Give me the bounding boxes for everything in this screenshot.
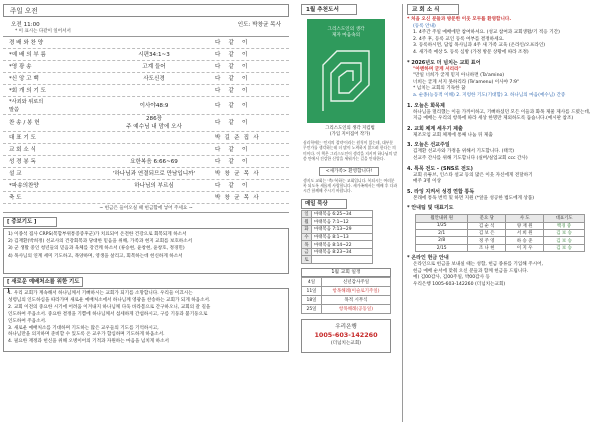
list-item: 4) 목사님의 연계 세미 기도하고, 목양하며, 영생을 살리고, 회복하는데 헌신하게 하소서 <box>8 253 183 259</box>
list-item: 3. 등록하시면, 담임 목사님과 4주 새 가족 교육 (온라인/오프라인) <box>413 43 546 49</box>
list-item: 1. 우리 교회가 계속해서 하나님께서 기뻐하시는 교회가 되기를 소망합니다. 우리들 이끄시는 <box>8 291 193 296</box>
column-header: 사 도 <box>506 215 544 222</box>
service-time: 오전 11:00 <box>11 22 40 28</box>
order-of-service <box>3 36 289 204</box>
service-title-text: 주일 오전 <box>10 7 38 15</box>
roster-prayer: 김 보 승 <box>544 237 585 244</box>
order-row <box>3 156 289 168</box>
theme-verse: "만일 너희가 굳게 믿지 아니하면 (Ta'amino) <box>413 73 505 79</box>
intercession-title: [ 중보기도 ] <box>3 217 57 227</box>
reading-day: 수 <box>302 233 312 241</box>
order-item: 대 표 기 도 <box>9 135 36 141</box>
list-item: 온라인으로 헌금을 보내실 때는 성함, 헌금 종류를 기입해 주시어, <box>413 262 543 268</box>
church-news-title: 교 회 소 식 <box>407 4 459 15</box>
service-leader: 인도: 박창균 목사 <box>237 22 281 28</box>
reading-passage: 마태복음 7:1~12 <box>312 218 373 226</box>
bank-name: 우리은행 <box>335 324 357 330</box>
news-item-heading: 4. 특목 전도 - (SNS로 전도) <box>407 165 473 172</box>
right-sidebar-column <box>301 4 399 353</box>
order-who: 다 같 이 <box>215 52 248 58</box>
order-item: *예 배 의 부 름 <box>9 52 46 58</box>
table-row <box>302 296 391 305</box>
bank-account-box <box>301 319 391 353</box>
welcome-headline: * 처음 오신 분들과 방문한 이웃 모두를 환영합니다. <box>407 17 512 22</box>
reading-passage <box>312 256 373 264</box>
roster-cell: 양 재 원 <box>506 222 544 229</box>
table-row <box>302 305 391 314</box>
roster-cell: 서 희 원 <box>506 230 544 237</box>
roster-cell: 조 나 현 <box>468 244 506 251</box>
news-item-heading: 2. 교회 체계 세우기 제출 <box>407 125 463 132</box>
news-item-heading: 3. 오늘은 선교주일 <box>407 142 450 149</box>
book-description: 심리학에는 '인지의 절약'이라는 원칙이 있는데, 대부분 무언가를 생각하는데 더 많이 노력하지 않으려 한다는 의미이다. 이 책은 그리스도인이 생각을 지키며 하나님의 말씀 안에서 건강한 신앙을 세워가는 길을 안내한다. <box>303 140 398 162</box>
schedule-event: 목적 시무식 <box>322 296 391 305</box>
order-item: 교 회 소 식 <box>9 147 36 153</box>
schedule-date: 18일 <box>302 296 322 305</box>
online-offering <box>407 255 597 288</box>
list-item: 선교주 간사를 위해 기도합니다 (실버/실업교회 ccc 간사) <box>413 155 528 161</box>
roster-cell: 이 지 우 <box>506 244 544 251</box>
list-item: 2. 4주 후, 등록 교인 등록 여부를 결정하세요. <box>413 36 505 42</box>
order-who: 다 같 이 <box>215 159 248 165</box>
list-item: 1. 4주간 주일 예배에만 참여하셔요. (성교 참여과 교회생활/기 적응 기간) <box>413 30 560 36</box>
roster-prayer: 김 보 승 <box>544 230 585 237</box>
table-row <box>302 241 373 249</box>
table-row <box>302 248 373 256</box>
schedule-table <box>301 277 391 314</box>
news-heading-text: 1. 오늘은 화목제 <box>407 102 445 109</box>
theme-slogan: "아멘하며 굳게 서리라" <box>413 66 461 72</box>
order-item: 성 경 봉 독 <box>9 159 36 165</box>
reading-passage: 마태복음 6:25~34 <box>312 210 373 218</box>
service-roster-table <box>415 214 585 252</box>
roster-date: 1/25 <box>416 222 468 229</box>
reading-day: 일 <box>302 210 312 218</box>
roster-date: 2/1 <box>416 230 468 237</box>
order-ref: 요한복음 6:66~69 <box>130 159 178 165</box>
schedule-title: 1월 교회 일정 <box>301 268 391 277</box>
right-panel <box>301 4 597 422</box>
account-number: 1005-603-142260 <box>314 331 378 339</box>
table-row <box>302 210 373 218</box>
theme-verse-2: 너희는 굳게 서지 못하리라 (Te'amenu) 이사야 7:9" <box>413 79 520 85</box>
order-row <box>3 37 289 49</box>
list-item: 김재환 선교사와 가정을 위해서 기도합니다. (태국) <box>413 149 515 155</box>
list-item: 3. 새로운 예배처소를 기대하며 기도하는 많은 교우들의 기도를 기억하시고, <box>8 325 159 331</box>
list-item: 제조모임 교회 체계에 통째 나눔 뒤 제출 <box>413 132 493 138</box>
reading-passage: 마태복음 8:23~34 <box>312 248 373 256</box>
order-who: 다 같 이 <box>215 120 248 126</box>
order-row <box>3 115 289 132</box>
offering-title: * 온라인 헌금 안내 <box>407 255 449 262</box>
order-row <box>3 61 289 73</box>
reading-passage: 마태복음 8:14~22 <box>312 241 373 249</box>
order-item: *회 개 의 기 도 <box>9 88 46 94</box>
table-row <box>416 237 585 244</box>
order-row <box>3 192 289 204</box>
order-who: 박 창 균 목 사 <box>215 195 259 201</box>
order-ref: 사도신경 <box>143 76 165 82</box>
new-venue-prayer-list <box>3 288 289 352</box>
account-holder: (더넘치는교회) <box>330 341 362 346</box>
list-item: 인도하여 주옵소서. 중요한 결정을 기쁨에 하나님께서 섬세하게 간섭하시고, 구름 기둥과 불기둥으로 <box>8 311 208 317</box>
table-row <box>302 287 391 296</box>
new-venue-prayer-title: [ 새로운 예배처소를 위한 기도 ] <box>3 277 83 287</box>
table-row <box>302 233 373 241</box>
order-item: *신 앙 고 백 <box>9 76 39 82</box>
vision-text: a. 순종(능동적 이해) 2. 지렁한 기도(기대함) 3. 하나님의 마음(예수님) 간증 <box>413 92 566 98</box>
table-row <box>416 230 585 237</box>
welcome-text: 생지도 교회는 '축!'복하는 교회입니다. 복되시는 여러분 복 되도록 새롭게 사랑합니다. 새가족께서는 예배 후 다과 시간 함께해 주시기 바랍니다. <box>303 177 398 194</box>
order-item: 설 교 <box>9 171 22 177</box>
order-row <box>3 144 289 156</box>
list-item: 인도하여 주옵소서. <box>8 318 47 324</box>
order-row <box>3 180 289 192</box>
list-item: 매주 3명 이상 <box>413 179 442 185</box>
schedule-date: 11일 <box>302 287 322 296</box>
order-who: 박 창 균 목 사 <box>215 171 259 177</box>
list-item: 성령님의 인도하심을 따라가며 새로운 예배처소에서 하나님께 영광을 찬송하는 교회가 되게 하옵소서. <box>8 297 211 303</box>
order-who: 다 같 이 <box>215 88 248 94</box>
reading-passage: 마태복음 8:1~13 <box>312 233 373 241</box>
order-ref: 고계 들어 <box>142 64 166 70</box>
service-title <box>3 4 289 17</box>
book-cover-title: 그리스도인의 생각 제자 마음속의 <box>327 27 365 38</box>
roster-prayer: 김 보 승 <box>544 244 585 251</box>
daily-reading-title: 매일 묵상 <box>301 199 347 209</box>
order-who: 다 같 이 <box>215 76 248 82</box>
column-header: 월안내위 원 <box>416 215 468 222</box>
book-caption: 그리스도인의 생각 지킴법 (가입 지이집어 작가) <box>325 126 375 137</box>
table-header-row <box>416 215 585 222</box>
welcome-label: <새가족> 환영합니다! <box>319 167 379 176</box>
maze-pattern-icon <box>317 45 375 117</box>
list-item: 4. 새가족 예상 5. 등록 심방 (가정 방문 상황에 따라 조정) <box>413 49 529 55</box>
order-who: 박 길 준 집 사 <box>215 135 259 141</box>
news-item-heading: * 안내팀 및 대표기도 <box>407 205 454 212</box>
daily-reading-table <box>301 210 373 264</box>
order-item: *파송의찬양 <box>9 183 39 189</box>
order-hymn: 286장 주 예수님 내 맘에 오사 <box>126 116 182 130</box>
schedule-date: 25일 <box>302 305 322 314</box>
list-item: 본래에 통독 번역 및 하면 지원 (*앞을 성공한 법도에게 상품) <box>413 195 535 201</box>
order-who: 다 같 이 <box>215 103 248 109</box>
order-who: 다 같 이 <box>215 40 248 46</box>
order-item: 축 도 <box>9 195 22 201</box>
list-item: 2) 김재환(박희정) 선교사의 건강회복과 당대한 믿음을 위해, 가족과 현지 교회를 보호하소서 <box>8 239 193 245</box>
news-item-heading <box>407 103 597 110</box>
left-panel <box>3 4 289 422</box>
schedule-event: 항목해례(이슬로기주일) <box>322 287 391 296</box>
table-row <box>302 256 373 264</box>
list-item: 1) 이종석 집사 CRPS(복합부위통증증후군)가 치료되어 온전한 건강으로 회복되게 하소서 <box>8 232 187 237</box>
roster-prayer: 백경 중 <box>544 222 585 229</box>
order-ref: 이사야48:9 <box>139 103 169 109</box>
roster-cell: 김 보 은 <box>468 230 506 237</box>
list-item: 지금 예배는 우리의 항목에 따라 세상 한명만 제외하도록 돕습니다.(예시판 참조) <box>413 116 574 122</box>
order-item: *사죄와 위로의 말씀 <box>9 99 44 113</box>
order-item: 찬 송 / 봉 헌 <box>9 120 40 126</box>
column-header: 문요 당 <box>468 215 506 222</box>
order-row <box>3 49 289 61</box>
table-row <box>302 226 373 234</box>
order-ref: 시편34:1~3 <box>138 52 170 58</box>
schedule-event: 항목해례(공동일) <box>322 305 391 314</box>
column-header: 대표기도 <box>544 215 585 222</box>
roster-date: 2/15 <box>416 244 468 251</box>
standing-note: * 이 표시는 다같이 일어서서 <box>15 29 71 34</box>
reading-day: 토 <box>302 256 312 264</box>
table-row <box>302 218 373 226</box>
table-row <box>302 278 391 287</box>
year-theme <box>407 60 597 100</box>
list-item: 헌금 예배 순서에 맞춰 오신 분들과 함께 헌금을 드립니다. <box>413 268 529 274</box>
order-ref: 하나님의 부르심 <box>134 183 174 189</box>
list-item: 4. 필요한 재정과 헌신을 위해 오병이어의 기적과 자원하는 마음을 넘치게 하소서 <box>8 339 169 345</box>
intercession-list <box>3 228 289 274</box>
reading-day: 목 <box>302 241 312 249</box>
order-who: 다 같 이 <box>215 147 248 153</box>
service-meta <box>3 17 289 28</box>
order-who: 다 같 이 <box>215 64 248 70</box>
list-item: 하나님을 멀리했는 이들 가까이하고, 기뻐하셨던 모든 이들과 화목 제물 제사를 드렸는데, <box>413 109 591 115</box>
list-item: 교회 유튜브, 인스타 설교 등의 많은 이웃 자신에게 전달하기 <box>413 172 533 178</box>
list-item: 2. 교회 이전의 중요한 시기에 어려움 이겨내지 하나님께 다욱 바라봄으로 간구하오니, 교회의 갈 길을 <box>8 304 211 310</box>
vision-label: * 넘치는 교회의 기독한 꿈 <box>413 86 466 92</box>
order-item: 경 배 와 찬 양 <box>9 40 44 46</box>
news-items <box>407 103 597 213</box>
order-row <box>3 132 289 144</box>
church-news-column <box>402 4 597 422</box>
roster-cell: 정 주 영 <box>468 237 506 244</box>
table-row <box>416 244 585 251</box>
reading-day: 화 <box>302 226 312 234</box>
reading-day: 월 <box>302 218 312 226</box>
reading-day: 금 <box>302 248 312 256</box>
reading-passage: 마태복음 7:13~29 <box>312 226 373 234</box>
list-item: 하나님만을 의지하며 준비할 수 있도록 온 교우가 합심하며 기도하게 하옵소서. <box>8 332 165 338</box>
theme-title: * 2026년도 더 넘치는 교회 표어 <box>407 59 481 66</box>
order-row <box>3 97 289 115</box>
list-item: 우리은행 1005-603-142260 (더넘치는교회) <box>413 282 506 288</box>
welcome-notice <box>407 17 597 57</box>
book-section-title: 1월 추천도서 <box>301 4 357 15</box>
book-cover-image <box>307 19 385 123</box>
roster-cell: 하 승 준 <box>506 237 544 244</box>
table-row <box>416 222 585 229</box>
schedule-date: 4일 <box>302 278 322 287</box>
roster-date: 2/8 <box>416 237 468 244</box>
order-row <box>3 168 289 180</box>
schedule-event: 신년감사주일 <box>322 278 391 287</box>
roster-cell: 김 순 석 <box>468 222 506 229</box>
order-row <box>3 85 289 97</box>
list-item: 3) 군 생활 중인 청년들의 믿음과 육체를 강건케 하소서 (류승현, 윤창현, 윤창호, 정경민) <box>8 246 185 252</box>
order-row <box>3 73 289 85</box>
offering-note: ~ 헌금은 들어오실 때 헌금함에 넣어 주세요 ~ <box>3 204 289 213</box>
news-item-heading: 5. 라잉 지켜서 성경 연합 통독 <box>407 188 475 195</box>
order-who: 다 같 이 <box>215 183 248 189</box>
sermon-title: '하나님과 연결되므로 만남입니까' <box>112 171 196 177</box>
order-item: *영 광 송 <box>9 64 32 70</box>
registration-title: (등록 안내) <box>413 23 436 29</box>
list-item: 예) 김00감사, 김00주일, 박00감사 등 <box>413 275 490 281</box>
